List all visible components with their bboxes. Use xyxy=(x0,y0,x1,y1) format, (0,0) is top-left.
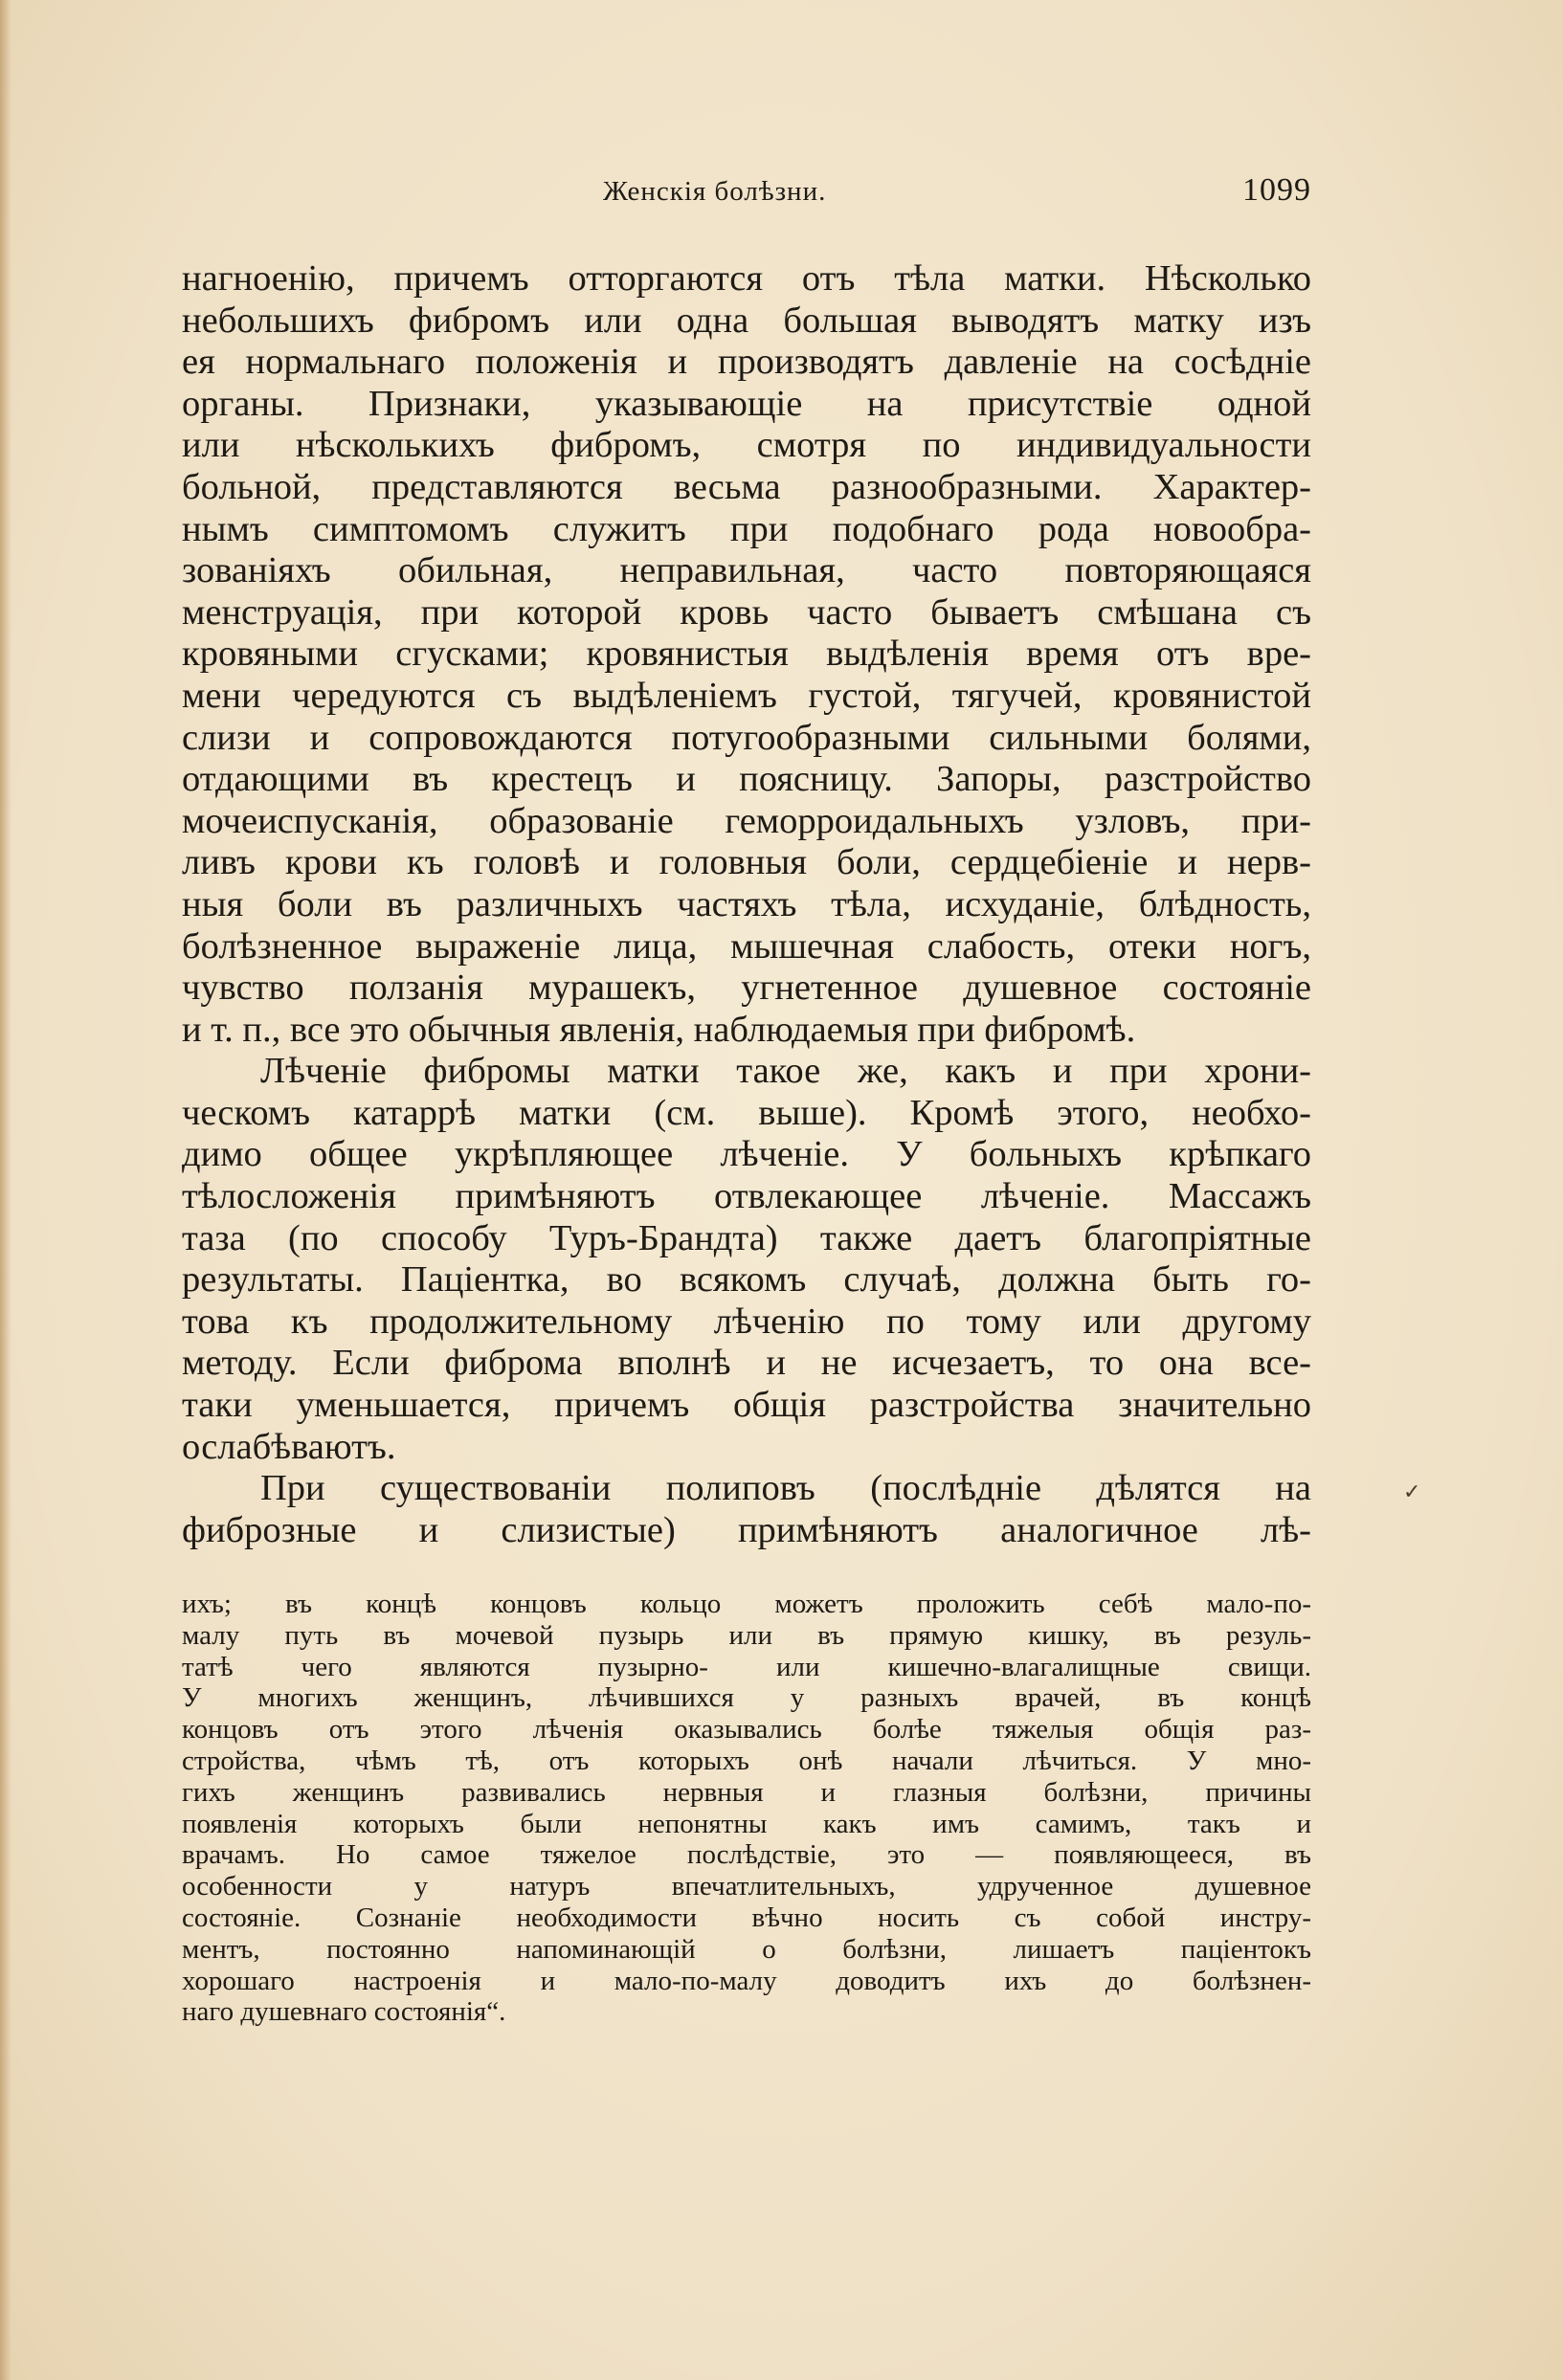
text-line: димо общее укрѣпляющее лѣченіе. У больныхъ крѣпкаго xyxy=(182,1134,1311,1175)
text-line: результаты. Паціентка, во всякомъ случаѣ, должна быть го- xyxy=(182,1259,1311,1301)
page-header xyxy=(182,172,1311,220)
text-line: фиброзные и слизистые) примѣняютъ аналогичное лѣ- xyxy=(182,1509,1311,1550)
text-line: мени чередуются съ выдѣленіемъ густой, тягучей, кровянистой xyxy=(182,675,1311,716)
footnote-line: У многихъ женщинъ, лѣчившихся у разныхъ врачей, въ концѣ xyxy=(182,1682,1311,1714)
text-line: зованіяхъ обильная, неправильная, часто повторяющаяся xyxy=(182,550,1311,591)
text-line: кровяными сгусками; кровянистыя выдѣленія время отъ вре- xyxy=(182,634,1311,675)
text-line: или нѣсколькихъ фибромъ, смотря по индивидуальности xyxy=(182,425,1311,466)
footnote-line: малу путь въ мочевой пузырь или въ прямую кишку, въ резуль- xyxy=(182,1619,1311,1651)
footnote-line: хорошаго настроенія и мало-по-малу доводитъ ихъ до болѣзнен- xyxy=(182,1965,1311,1996)
running-title: Женскія болѣзни. xyxy=(603,176,827,207)
text-line: больной, представляются весьма разнообразными. Характер- xyxy=(182,466,1311,507)
text-line: ливъ крови къ головѣ и головныя боли, сердцебіеніе и нерв- xyxy=(182,842,1311,883)
footnote-line: татѣ чего являются пузырно- или кишечно-влагалищные свищи. xyxy=(182,1651,1311,1682)
text-line: мочеиспусканія, образованіе геморроидальныхъ узловъ, при- xyxy=(182,800,1311,841)
footnote-line: концовъ отъ этого лѣченія оказывались болѣе тяжелыя общія раз- xyxy=(182,1714,1311,1746)
text-line: и т. п., все это обычныя явленія, наблюдаемыя при фибромѣ. xyxy=(182,1009,1136,1050)
text-line: чувство ползанія мурашекъ, угнетенное душевное состояніе xyxy=(182,968,1311,1009)
footnote xyxy=(182,1589,1311,2028)
text-line: болѣзненное выраженіе лица, мышечная слабость, отеки ногъ, xyxy=(182,925,1311,967)
text-line: ослабѣваютъ. xyxy=(182,1426,396,1467)
footnote-line: наго душевнаго состоянія“. xyxy=(182,1996,506,2028)
footnote-line: гихъ женщинъ развивались нервныя и глазныя болѣзни, причины xyxy=(182,1776,1311,1808)
text-line: методу. Если фиброма вполнѣ и не исчезаетъ, то она все- xyxy=(182,1343,1311,1384)
footnote-line: ментъ, постоянно напоминающій о болѣзни, лишаетъ паціентокъ xyxy=(182,1933,1311,1965)
main-text xyxy=(182,258,1311,1551)
text-line: слизи и сопровождаются потугообразными сильными болями, xyxy=(182,717,1311,758)
text-line: Лѣченіе фибромы матки такое же, какъ и при хрони- xyxy=(260,1051,1311,1092)
text-line: таки уменьшается, причемъ общія разстройства значительно xyxy=(182,1385,1311,1426)
page-edge-stain xyxy=(0,0,11,2380)
text-line: При существованіи полиповъ (послѣдніе дѣлятся на xyxy=(260,1468,1311,1509)
text-line: менструація, при которой кровь часто бываетъ смѣшана съ xyxy=(182,591,1311,633)
footnote-line: появленія которыхъ были непонятны какъ имъ самимъ, такъ и xyxy=(182,1808,1311,1839)
text-line: нагноенію, причемъ отторгаются отъ тѣла матки. Нѣсколько xyxy=(182,258,1311,299)
text-line: това къ продолжительному лѣченію по тому или другому xyxy=(182,1301,1311,1342)
margin-pencil-mark: ✓ xyxy=(1403,1479,1421,1503)
text-line: ныя боли въ различныхъ частяхъ тѣла, исхуданіе, блѣдность, xyxy=(182,883,1311,924)
text-line: органы. Признаки, указывающіе на присутствіе одной xyxy=(182,383,1311,424)
footnote-line: стройства, чѣмъ тѣ, отъ которыхъ онѣ начали лѣчиться. У мно- xyxy=(182,1745,1311,1776)
footnote-line: ихъ; въ концѣ концовъ кольцо можетъ проложить себѣ мало-по- xyxy=(182,1589,1311,1619)
text-line: ея нормальнаго положенія и производятъ давленіе на сосѣдніе xyxy=(182,342,1311,383)
text-line: тѣлосложенія примѣняютъ отвлекающее лѣченіе. Массажъ xyxy=(182,1176,1311,1217)
text-line: отдающими въ крестецъ и поясницу. Запоры, разстройство xyxy=(182,759,1311,800)
text-line: ческомъ катаррѣ матки (см. выше). Кромѣ этого, необхо- xyxy=(182,1092,1311,1133)
footnote-line: особенности у натуръ впечатлительныхъ, удрученное душевное xyxy=(182,1871,1311,1902)
page-number: 1099 xyxy=(1242,172,1311,208)
text-line: нымъ симптомомъ служитъ при подобнаго рода новообра- xyxy=(182,508,1311,549)
text-line: таза (по способу Туръ-Брандта) также даетъ благопріятные xyxy=(182,1217,1311,1258)
footnote-line: состояніе. Сознаніе необходимости вѣчно носить съ собой инстру- xyxy=(182,1902,1311,1933)
footnote-line: врачамъ. Но самое тяжелое послѣдствіе, это — появляющееся, въ xyxy=(182,1839,1311,1871)
text-line: небольшихъ фибромъ или одна большая выводятъ матку изъ xyxy=(182,300,1311,341)
